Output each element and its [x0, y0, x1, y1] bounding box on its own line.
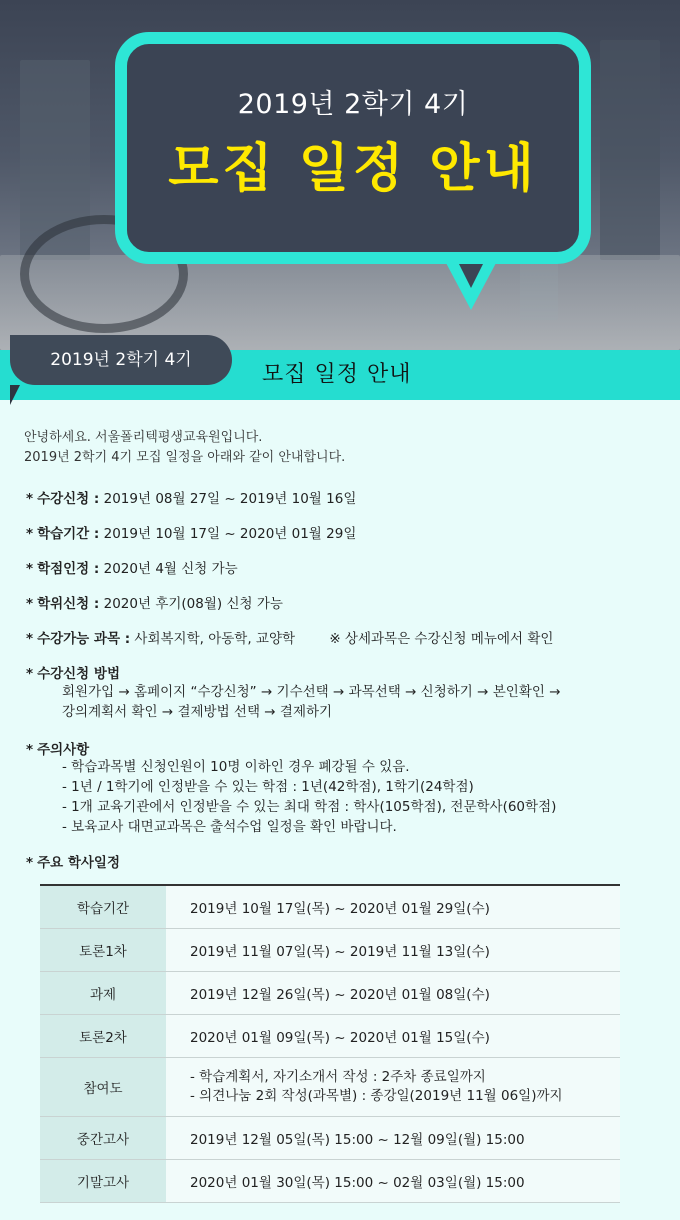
row-value: 2019년 12월 05일(목) 15:00 ~ 12월 09일(월) 15:00 — [166, 1117, 620, 1160]
hero-banner — [0, 0, 680, 350]
background-book — [600, 40, 660, 260]
item-note: ※ 상세과목은 수강신청 메뉴에서 확인 — [329, 631, 554, 647]
item-registration — [26, 487, 356, 507]
item-value: 2019년 10월 17일 ~ 2020년 01월 29일 — [103, 526, 357, 542]
bullet-star: * — [26, 491, 34, 507]
row-value: 2019년 11월 07일(목) ~ 2019년 11월 13일(수) — [166, 929, 620, 972]
item-label: 수강신청 : — [37, 491, 100, 507]
method-line: 강의계획서 확인 → 결제방법 선택 → 결제하기 — [62, 704, 333, 720]
bullet-star: * — [26, 561, 34, 577]
intro-line: 2019년 2학기 4기 모집 일정을 아래와 같이 안내합니다. — [24, 450, 346, 465]
item-label: 학위신청 : — [37, 596, 100, 612]
intro-text — [24, 428, 345, 468]
table-row — [40, 1160, 620, 1203]
row-label: 토론2차 — [40, 1015, 166, 1058]
table-row — [40, 972, 620, 1015]
notes-line: - 학습과목별 신청인원이 10명 이하인 경우 폐강될 수 있음. — [62, 759, 410, 775]
item-value: 2019년 08월 27일 ~ 2019년 10월 16일 — [103, 491, 357, 507]
table-row — [40, 1058, 620, 1117]
item-label: 주요 학사일정 — [37, 855, 121, 871]
banner-tab-fold — [10, 385, 20, 405]
notes-line: - 보육교사 대면교과목은 출석수업 일정을 확인 바랍니다. — [62, 819, 397, 835]
intro-line: 안녕하세요. 서울폴리텍평생교육원입니다. — [24, 430, 263, 445]
item-label: 학습기간 : — [37, 526, 100, 542]
item-degree-application — [26, 592, 283, 612]
item-value: 2020년 4월 신청 가능 — [103, 561, 238, 577]
table-row — [40, 1117, 620, 1160]
item-value: 2020년 후기(08월) 신청 가능 — [103, 596, 283, 612]
row-value: 2019년 12월 26일(목) ~ 2020년 01월 08일(수) — [166, 972, 620, 1015]
item-label: 수강신청 방법 — [37, 666, 121, 682]
bullet-star: * — [26, 526, 34, 542]
method-steps — [62, 682, 561, 722]
bullet-star: * — [26, 631, 34, 647]
table-row — [40, 929, 620, 972]
notes-line: - 1개 교육기관에서 인정받을 수 있는 최대 학점 : 학사(105학점), 전문학사(60학점) — [62, 799, 557, 815]
bullet-star: * — [26, 855, 34, 871]
row-value: 2020년 01월 09일(목) ~ 2020년 01월 15일(수) — [166, 1015, 620, 1058]
schedule-table — [40, 884, 620, 1203]
hero-subtitle: 2019년 2학기 4기 — [237, 89, 469, 120]
item-value: 사회복지학, 아동학, 교양학 — [134, 631, 296, 647]
row-label: 토론1차 — [40, 929, 166, 972]
method-line: 회원가입 → 홈페이지 “수강신청” → 기수선택 → 과목선택 → 신청하기 → 본인확인 → — [62, 684, 561, 700]
row-label: 기말고사 — [40, 1160, 166, 1203]
item-method — [26, 662, 120, 682]
item-label: 학점인정 : — [37, 561, 100, 577]
item-courses — [26, 627, 553, 647]
row-value-line: - 학습계획서, 자기소개서 작성 : 2주차 종료일까지 — [190, 1069, 486, 1085]
row-label: 학습기간 — [40, 885, 166, 929]
bullet-star: * — [26, 742, 34, 758]
table-row — [40, 885, 620, 929]
item-label: 수강가능 과목 : — [37, 631, 131, 647]
table-row — [40, 1015, 620, 1058]
row-value: 2019년 10월 17일(목) ~ 2020년 01월 29일(수) — [166, 885, 620, 929]
row-label: 중간고사 — [40, 1117, 166, 1160]
bullet-star: * — [26, 596, 34, 612]
notes-line: - 1년 / 1학기에 인정받을 수 있는 학점 : 1년(42학점), 1학기(24학점) — [62, 779, 474, 795]
row-value: 2020년 01월 30일(목) 15:00 ~ 02월 03일(월) 15:00 — [166, 1160, 620, 1203]
row-value-line: - 의견나눔 2회 작성(과목별) : 종강일(2019년 11월 06일)까지 — [190, 1088, 563, 1104]
item-study-period — [26, 522, 356, 542]
item-notes — [26, 738, 89, 758]
banner-tab: 2019년 2학기 4기 — [10, 335, 232, 385]
item-credit-recognition — [26, 557, 238, 577]
item-schedule-heading — [26, 851, 120, 871]
bullet-star: * — [26, 666, 34, 682]
banner-title: 모집 일정 안내 — [262, 362, 412, 387]
row-label: 참여도 — [40, 1058, 166, 1117]
item-label: 주의사항 — [37, 742, 90, 758]
hero-title: 모집 일정 안내 — [168, 139, 538, 199]
row-label: 과제 — [40, 972, 166, 1015]
notes-list — [62, 757, 556, 837]
row-value — [166, 1058, 620, 1117]
